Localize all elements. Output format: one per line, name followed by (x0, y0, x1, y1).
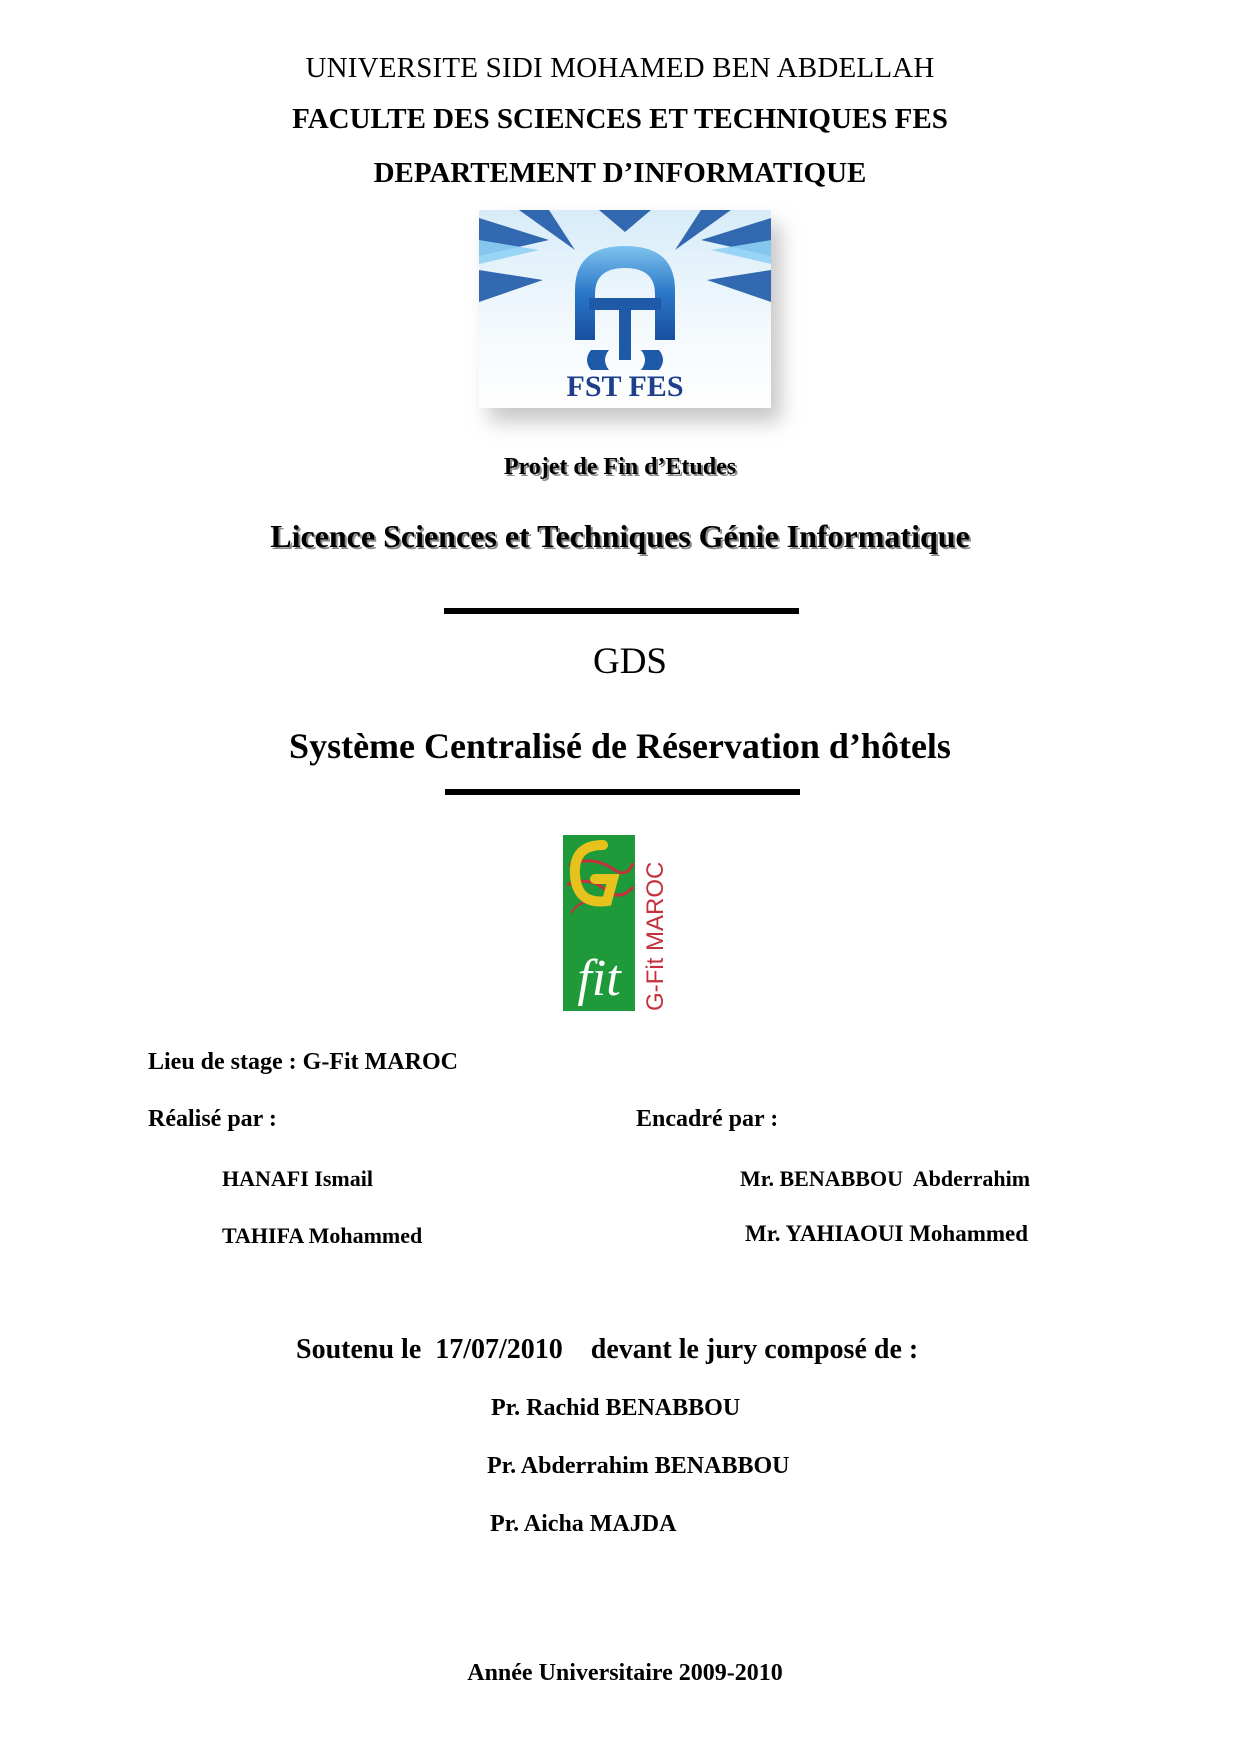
faculty-name: FACULTE DES SCIENCES ET TECHNIQUES FES (292, 103, 948, 135)
jury-member: Pr. Rachid BENABBOU (491, 1395, 741, 1421)
jury-member: Pr. Aicha MAJDA (490, 1511, 677, 1537)
university-name: UNIVERSITE SIDI MOHAMED BEN ABDELLAH (305, 52, 935, 84)
realised-by-label: Réalisé par : (148, 1106, 277, 1132)
gfit-logo-text: G-Fit MAROC (642, 861, 669, 1011)
academic-year: Année Universitaire 2009-2010 (467, 1660, 783, 1686)
defense-statement: Soutenu le 17/07/2010 devant le jury composé de : (296, 1334, 919, 1365)
internship-place: Lieu de stage : G-Fit MAROC (148, 1049, 458, 1075)
gfit-maroc-logo (563, 835, 673, 1011)
degree-title: Licence Sciences et Techniques Génie Informatique (270, 518, 970, 554)
supervisor-name: Mr. BENABBOU Abderrahim (740, 1166, 1031, 1191)
project-acronym: GDS (592, 641, 668, 682)
fst-logo-text: FST FES (566, 370, 684, 403)
fst-fes-logo (479, 210, 771, 408)
supervisor-name: Mr. YAHIAOUI Mohammed (745, 1221, 1029, 1246)
student-name: HANAFI Ismail (222, 1166, 373, 1191)
supervised-by-label: Encadré par : (636, 1106, 779, 1132)
gfit-letters: fit (577, 950, 621, 1007)
bottom-divider (445, 789, 800, 795)
project-type: Projet de Fin d’Etudes (503, 454, 737, 480)
top-divider (444, 608, 799, 614)
department-name: DEPARTEMENT D’INFORMATIQUE (373, 157, 867, 189)
jury-member: Pr. Abderrahim BENABBOU (487, 1453, 790, 1479)
project-title: Système Centralisé de Réservation d’hôtels (289, 726, 951, 766)
student-name: TAHIFA Mohammed (222, 1223, 423, 1248)
